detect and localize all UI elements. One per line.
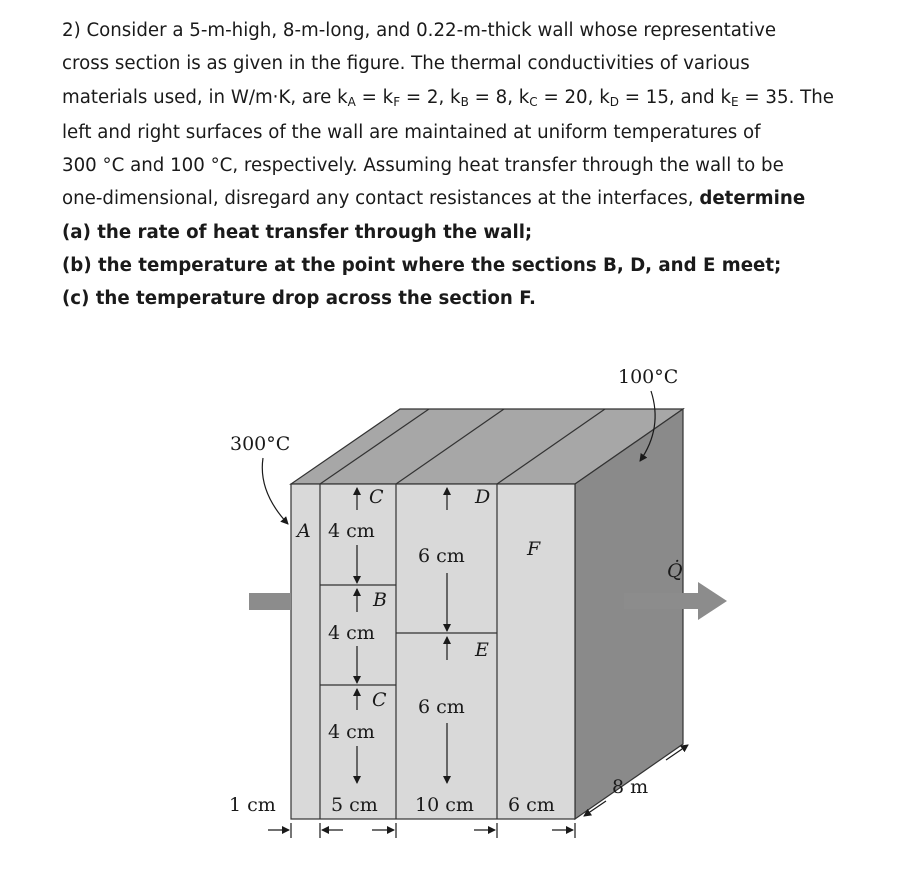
right-temperature: 100°C bbox=[618, 366, 679, 388]
width-a: 1 cm bbox=[229, 794, 276, 816]
width-f: 6 cm bbox=[508, 794, 555, 816]
part-b: (b) the temperature at the point where the sections B, D, and E meet; bbox=[62, 255, 782, 277]
part-a: (a) the rate of heat transfer through the wall; bbox=[62, 221, 533, 243]
problem-line-6: one-dimensional, disregard any contact resistances at the interfaces, determine bbox=[62, 188, 806, 210]
height-e: 6 cm bbox=[418, 696, 465, 718]
height-c-top: 4 cm bbox=[328, 520, 375, 542]
problem-line-4: left and right surfaces of the wall are maintained at uniform temperatures of bbox=[62, 121, 761, 143]
label-e: E bbox=[475, 639, 489, 661]
width-de: 10 cm bbox=[415, 794, 474, 816]
label-f: F bbox=[527, 538, 541, 560]
height-d: 6 cm bbox=[418, 545, 465, 567]
height-b: 4 cm bbox=[328, 622, 375, 644]
heat-in-arrow bbox=[249, 593, 291, 610]
label-a: A bbox=[297, 520, 311, 542]
heat-rate-label: Q̇ bbox=[667, 560, 683, 582]
problem-line-1: 2) Consider a 5-m-high, 8-m-long, and 0.22-m-thick wall whose representative bbox=[62, 20, 777, 41]
label-b: B bbox=[373, 589, 387, 611]
length-label: 8 m bbox=[612, 776, 649, 798]
label-d: D bbox=[475, 486, 491, 508]
label-c-bottom: C bbox=[372, 689, 387, 711]
left-temp-leader bbox=[262, 458, 288, 524]
problem-line-2: cross section is as given in the figure. The thermal conductivities of various bbox=[62, 53, 750, 75]
label-c-top: C bbox=[369, 486, 384, 508]
width-dimensions bbox=[268, 823, 575, 838]
part-c: (c) the temperature drop across the section F. bbox=[62, 288, 536, 310]
problem-line-3: materials used, in W/m·K, are kA = kF = 2, kB = 8, kC = 20, kD = 15, and kE = 35. The bbox=[62, 86, 834, 109]
left-temperature: 300°C bbox=[230, 433, 291, 455]
problem-line-5: 300 °C and 100 °C, respectively. Assuming heat transfer through the wall to be bbox=[62, 155, 784, 177]
width-bc: 5 cm bbox=[331, 794, 378, 816]
height-c-bottom: 4 cm bbox=[328, 721, 375, 743]
